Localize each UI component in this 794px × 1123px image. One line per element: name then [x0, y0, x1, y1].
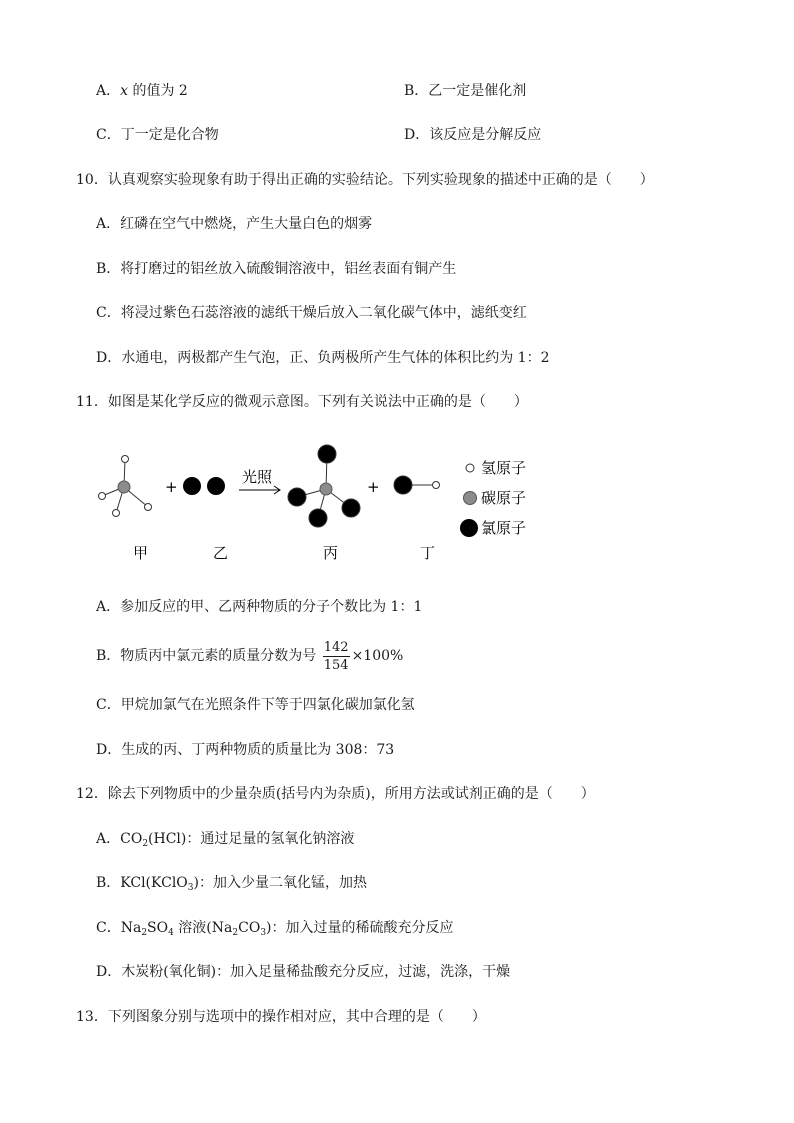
molecule-yi: [183, 477, 225, 495]
molecule-ding: [394, 476, 440, 494]
q11-stem: 11．如图是某化学反应的微观示意图。下列有关说法中正确的是（ ）: [76, 394, 528, 410]
q10-option-c: C．将浸过紫色石蕊溶液的滤纸干燥后放入二氧化碳气体中，滤纸变红: [96, 305, 527, 321]
q10-option-b: B．将打磨过的铝丝放入硫酸铜溶液中，铝丝表面有铜产生: [96, 261, 457, 277]
reaction-arrow: [239, 486, 280, 494]
q12-option-c: C．$Na_2SO_4$ 溶液$(Na_2CO_3)$：加入过量的稀硫酸充分反应: [96, 920, 454, 938]
q12-stem: 12．除去下列物质中的少量杂质(括号内为杂质)，所用方法或试剂正确的是（ ）: [76, 786, 595, 802]
legend-chlorine: 氯原子: [481, 519, 527, 537]
q11-option-b: B．物质丙中氯元素的质量分数为号 $\frac{142}{154}$ ×100%: [96, 639, 404, 673]
legend-carbon: 碳原子: [481, 489, 527, 507]
q10-option-a: A．红磷在空气中燃烧，产生大量白色的烟雾: [96, 216, 373, 232]
arrow-label: 光照: [242, 468, 273, 486]
q12-option-b: B．KCl(KClO$_3$)：加入少量二氧化锰，加热: [96, 875, 367, 893]
label-bing: 丙: [323, 544, 339, 562]
molecule-bing: [288, 445, 360, 527]
plus-sign-2: +: [367, 478, 380, 496]
q9-option-c: C．丁一定是化合物: [96, 127, 219, 143]
q9-option-d: D．该反应是分解反应: [404, 127, 542, 143]
legend: [460, 459, 526, 537]
chlorine-atom-icon: [460, 519, 478, 537]
label-jia: 甲: [133, 544, 149, 562]
plus-sign-1: +: [165, 478, 178, 496]
q9-option-b: B．乙一定是催化剂: [404, 83, 527, 99]
label-ding: 丁: [420, 544, 436, 562]
q13-stem: 13．下列图象分别与选项中的操作相对应，其中合理的是（ ）: [76, 1009, 486, 1025]
label-yi: 乙: [213, 544, 229, 562]
q12-option-a: A．$CO_2(HCl)$：通过足量的氢氧化钠溶液: [96, 831, 355, 849]
carbon-atom-icon: [464, 492, 477, 505]
q11-option-c: C．甲烷加氯气在光照条件下等于四氯化碳加氯化氢: [96, 697, 415, 713]
q10-stem: 10．认真观察实验现象有助于得出正确的实验结论。下列实验现象的描述中正确的是（ ）: [76, 172, 654, 188]
fraction: $\frac{142}{154}$: [323, 639, 349, 673]
q10-option-d: D．水通电，两极都产生气泡，正、负两极所产生气体的体积比约为 1：2: [96, 350, 550, 366]
molecule-jia: [99, 456, 152, 517]
q9-option-a: A．x 的值为 2: [96, 83, 188, 99]
legend-hydrogen: 氢原子: [481, 459, 527, 477]
q11-option-a: A．参加反应的甲、乙两种物质的分子个数比为 1：1: [96, 599, 423, 615]
q12-option-d: D．木炭粉(氧化铜)：加入足量稀盐酸充分反应，过滤，洗涤，干燥: [96, 964, 511, 980]
hydrogen-atom-icon: [466, 464, 474, 472]
reaction-diagram: [90, 440, 550, 575]
q11-option-d: D．生成的丙、丁两种物质的质量比为 308：73: [96, 742, 395, 758]
